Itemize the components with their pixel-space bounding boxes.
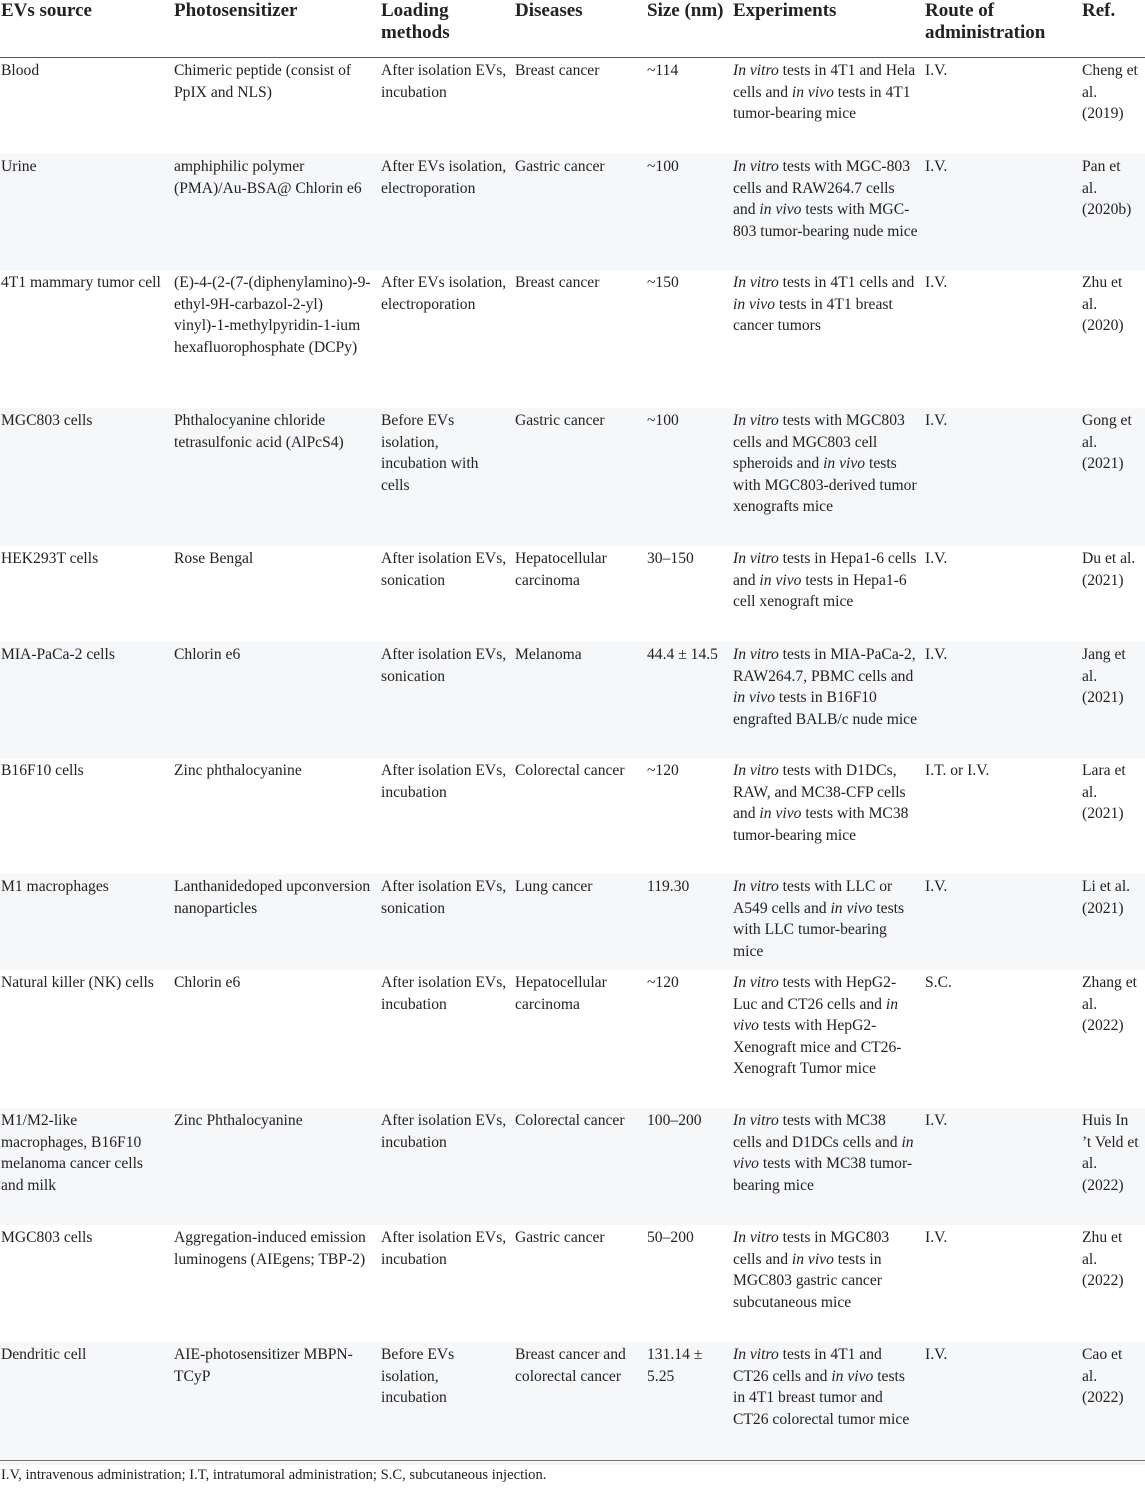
cell-disease: Lung cancer — [514, 874, 646, 970]
cell-size: 30–150 — [646, 546, 732, 642]
cell-photosensitizer: Rose Bengal — [173, 546, 380, 642]
cell-route: I.V. — [924, 874, 1081, 970]
italic-term: In vitro — [733, 1346, 779, 1363]
table-row — [0, 874, 1145, 970]
cell-ref: Cheng et al. (2019) — [1081, 58, 1145, 155]
cell-size: 44.4 ± 14.5 — [646, 642, 732, 758]
cell-photosensitizer: AIE-photosensitizer MBPN-TCyP — [173, 1342, 380, 1465]
cell-route: I.V. — [924, 642, 1081, 758]
cell-evs-source: M1/M2-like macrophages, B16F10 melanoma cancer cells and milk — [0, 1108, 173, 1225]
table-row — [0, 154, 1145, 270]
cell-experiments — [732, 408, 924, 546]
cell-ref: Jang et al. (2021) — [1081, 642, 1145, 758]
italic-term: in vivo — [791, 83, 834, 101]
italic-term: in vivo — [733, 295, 775, 313]
cell-loading-method: After EVs isolation, electroporation — [380, 154, 514, 270]
cell-route: I.V. — [924, 546, 1081, 642]
header-evs-source: EVs source — [0, 0, 173, 58]
italic-term: In vitro — [733, 62, 779, 79]
italic-term: in vivo — [759, 805, 802, 822]
cell-experiments — [732, 970, 924, 1108]
cell-photosensitizer: Chlorin e6 — [173, 970, 380, 1108]
cell-disease: Melanoma — [514, 642, 646, 758]
header-photosensitizer: Photosensitizer — [173, 0, 380, 58]
cell-route: I.V. — [924, 1225, 1081, 1342]
experiment-text: tests in 4T1 breast cancer tumors — [733, 295, 893, 334]
cell-experiments — [732, 270, 924, 408]
cell-loading-method: After isolation EVs, incubation — [380, 1225, 514, 1342]
italic-term: In vitro — [733, 412, 779, 429]
cell-photosensitizer: Chlorin e6 — [173, 642, 380, 758]
experiment-text: tests in 4T1 and Hela cells and — [733, 62, 916, 101]
cell-route: I.V. — [924, 58, 1081, 155]
header-route: Route of administration — [924, 0, 1081, 58]
cell-ref: Pan et al. (2020b) — [1081, 154, 1145, 270]
table-row — [0, 546, 1145, 642]
experiment-text: tests with MGC-803 tumor-bearing nude mice — [733, 201, 918, 240]
cell-photosensitizer: Phthalocyanine chloride tetrasulfonic acid (AlPcS4) — [173, 408, 380, 546]
table-row — [0, 642, 1145, 758]
italic-term: In vitro — [733, 974, 779, 991]
cell-photosensitizer: Chimeric peptide (consist of PpIX and NLS) — [173, 58, 380, 155]
cell-loading-method: Before EVs isolation, incubation — [380, 1342, 514, 1465]
cell-ref: Zhu et al. (2020) — [1081, 270, 1145, 408]
cell-disease: Gastric cancer — [514, 408, 646, 546]
table-row — [0, 408, 1145, 546]
italic-term: in vivo — [823, 455, 866, 472]
cell-evs-source: MIA-PaCa-2 cells — [0, 642, 173, 758]
cell-size: ~114 — [646, 58, 732, 155]
cell-ref: Cao et al. (2022) — [1081, 1342, 1145, 1465]
cell-disease: Hepatocellular carcinoma — [514, 970, 646, 1108]
experiment-text: tests with MC38 tumor-bearing mice — [733, 805, 909, 844]
cell-evs-source: MGC803 cells — [0, 408, 173, 546]
cell-route: I.T. or I.V. — [924, 758, 1081, 874]
cell-route: I.V. — [924, 154, 1081, 270]
italic-term: in vivo — [733, 1133, 914, 1172]
cell-loading-method: After isolation EVs, incubation — [380, 1108, 514, 1225]
cell-disease: Colorectal cancer — [514, 758, 646, 874]
cell-experiments — [732, 154, 924, 270]
experiment-text: tests with MC38 cells and D1DCs cells and — [733, 1112, 902, 1151]
experiment-text: tests with MC38 tumor-bearing mice — [733, 1155, 913, 1194]
experiment-text: tests in Hepa1-6 cell xenograft mice — [733, 571, 907, 610]
cell-size: ~120 — [646, 970, 732, 1108]
italic-term: in vivo — [759, 571, 802, 589]
cell-evs-source: B16F10 cells — [0, 758, 173, 874]
experiment-text: tests with D1DCs, RAW, and MC38-CFP cells and — [733, 762, 906, 822]
experiment-text: tests with LLC or A549 cells and — [733, 878, 893, 917]
experiment-text: tests in 4T1 breast tumor and CT26 colorectal tumor mice — [733, 1367, 910, 1428]
table-footnote: I.V, intravenous administration; I.T, intratumoral administration; S.C, subcutaneous injection. — [1, 1467, 547, 1483]
italic-term: In vitro — [733, 646, 779, 663]
cell-ref: Gong et al. (2021) — [1081, 408, 1145, 546]
experiment-text: tests in MGC803 gastric cancer subcutaneous mice — [733, 1250, 882, 1311]
italic-term: In vitro — [733, 878, 779, 895]
cell-disease: Breast cancer — [514, 270, 646, 408]
experiment-text: tests in MIA-PaCa-2, RAW264.7, PBMC cells and — [733, 646, 916, 685]
italic-term: in vivo — [759, 201, 802, 218]
cell-photosensitizer: Zinc phthalocyanine — [173, 758, 380, 874]
header-experiments: Experiments — [732, 0, 924, 58]
cell-photosensitizer: Zinc Phthalocyanine — [173, 1108, 380, 1225]
cell-disease: Gastric cancer — [514, 154, 646, 270]
cell-size: ~120 — [646, 758, 732, 874]
experiment-text: tests with HepG2-Luc and CT26 cells and — [733, 974, 897, 1013]
italic-term: In vitro — [733, 1112, 779, 1129]
cell-ref: Li et al. (2021) — [1081, 874, 1145, 970]
cell-size: 119.30 — [646, 874, 732, 970]
cell-size: 50–200 — [646, 1225, 732, 1342]
experiment-text: tests with HepG2-Xenograft mice and CT26-Xenograft Tumor mice — [733, 1017, 902, 1077]
cell-route: I.V. — [924, 270, 1081, 408]
cell-evs-source: M1 macrophages — [0, 874, 173, 970]
cell-size: ~150 — [646, 270, 732, 408]
cell-evs-source: Dendritic cell — [0, 1342, 173, 1465]
italic-term: In vitro — [733, 274, 779, 291]
header-row — [0, 0, 1145, 58]
table-row — [0, 1225, 1145, 1342]
experiment-text: tests with MGC-803 cells and RAW264.7 cells and — [733, 158, 911, 218]
cell-experiments — [732, 874, 924, 970]
cell-experiments — [732, 1225, 924, 1342]
experiment-text: tests with MGC803-derived tumor xenografts mice — [733, 455, 917, 515]
cell-loading-method: After isolation EVs, incubation — [380, 758, 514, 874]
cell-experiments — [732, 1108, 924, 1225]
cell-experiments — [732, 1342, 924, 1465]
italic-term: in vivo — [830, 899, 873, 917]
cell-route: S.C. — [924, 970, 1081, 1108]
cell-size: 100–200 — [646, 1108, 732, 1225]
table-row — [0, 1108, 1145, 1225]
cell-route: I.V. — [924, 1342, 1081, 1465]
experiment-text: tests in 4T1 tumor-bearing mice — [733, 83, 911, 122]
header-ref: Ref. — [1081, 0, 1145, 58]
cell-evs-source: HEK293T cells — [0, 546, 173, 642]
table-row — [0, 758, 1145, 874]
cell-evs-source: Blood — [0, 58, 173, 155]
cell-evs-source: MGC803 cells — [0, 1225, 173, 1342]
cell-disease: Breast cancer — [514, 58, 646, 155]
cell-experiments — [732, 546, 924, 642]
cell-ref: Du et al. (2021) — [1081, 546, 1145, 642]
cell-loading-method: After isolation EVs, incubation — [380, 970, 514, 1108]
cell-disease: Hepatocellular carcinoma — [514, 546, 646, 642]
table-row — [0, 970, 1145, 1108]
italic-term: in vivo — [733, 995, 899, 1034]
header-diseases: Diseases — [514, 0, 646, 58]
cell-route: I.V. — [924, 1108, 1081, 1225]
experiment-text: tests in MGC803 cells and — [733, 1229, 890, 1268]
italic-term: In vitro — [733, 550, 779, 567]
cell-size: 131.14 ± 5.25 — [646, 1342, 732, 1465]
cell-loading-method: Before EVs isolation, incubation with cells — [380, 408, 514, 546]
cell-ref: Zhu et al. (2022) — [1081, 1225, 1145, 1342]
cell-ref: Zhang et al. (2022) — [1081, 970, 1145, 1108]
cell-disease: Breast cancer and colorectal cancer — [514, 1342, 646, 1465]
cell-photosensitizer: amphiphilic polymer (PMA)/Au-BSA@ Chlorin e6 — [173, 154, 380, 270]
italic-term: in vivo — [791, 1250, 834, 1268]
cell-ref: Huis In ’t Veld et al. (2022) — [1081, 1108, 1145, 1225]
cell-loading-method: After isolation EVs, sonication — [380, 642, 514, 758]
header-loading-methods: Loading methods — [380, 0, 514, 58]
table-bottom-rule — [0, 1460, 1145, 1461]
cell-evs-source: 4T1 mammary tumor cell — [0, 270, 173, 408]
cell-size: ~100 — [646, 408, 732, 546]
italic-term: in vivo — [831, 1367, 874, 1385]
italic-term: In vitro — [733, 1229, 779, 1246]
table-row — [0, 270, 1145, 408]
cell-photosensitizer: Aggregation-induced emission luminogens (AIEgens; TBP-2) — [173, 1225, 380, 1342]
cell-disease: Colorectal cancer — [514, 1108, 646, 1225]
cell-evs-source: Natural killer (NK) cells — [0, 970, 173, 1108]
table-row — [0, 1342, 1145, 1465]
experiment-text: tests in 4T1 cells and — [778, 274, 915, 291]
cell-ref: Lara et al. (2021) — [1081, 758, 1145, 874]
cell-loading-method: After isolation EVs, sonication — [380, 546, 514, 642]
table-row — [0, 58, 1145, 155]
italic-term: In vitro — [733, 158, 779, 175]
cell-photosensitizer: Lanthanidedoped upconversion nanoparticles — [173, 874, 380, 970]
experiment-text: tests with MGC803 cells and MGC803 cell spheroids and — [733, 412, 905, 472]
experiment-text: tests in Hepa1-6 cells and — [733, 550, 917, 589]
cell-loading-method: After EVs isolation, electroporation — [380, 270, 514, 408]
cell-photosensitizer: (E)-4-(2-(7-(diphenylamino)-9-ethyl-9H-carbazol-2-yl) vinyl)-1-methylpyridin-1-ium hexafluorophosphate (DCPy) — [173, 270, 380, 408]
experiment-text: tests with LLC tumor-bearing mice — [733, 899, 905, 960]
experiment-text: tests in 4T1 and CT26 cells and — [733, 1346, 882, 1385]
cell-route: I.V. — [924, 408, 1081, 546]
cell-experiments — [732, 642, 924, 758]
cell-loading-method: After isolation EVs, incubation — [380, 58, 514, 155]
cell-evs-source: Urine — [0, 154, 173, 270]
table-body — [0, 58, 1145, 1466]
cell-disease: Gastric cancer — [514, 1225, 646, 1342]
italic-term: In vitro — [733, 762, 779, 779]
header-size: Size (nm) — [646, 0, 732, 58]
cell-experiments — [732, 58, 924, 155]
cell-loading-method: After isolation EVs, sonication — [380, 874, 514, 970]
experiment-text: tests in B16F10 engrafted BALB/c nude mice — [733, 689, 918, 728]
italic-term: in vivo — [733, 689, 775, 706]
cell-size: ~100 — [646, 154, 732, 270]
cell-experiments — [732, 758, 924, 874]
